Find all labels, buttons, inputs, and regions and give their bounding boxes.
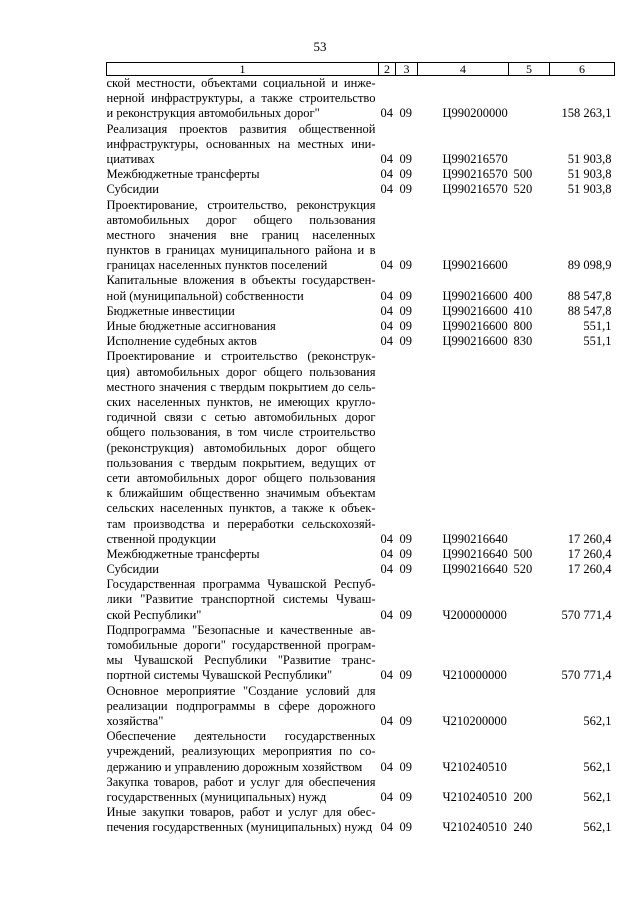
table-row xyxy=(107,775,615,805)
row-name-line: Капитальные вложения в объекты государствен- xyxy=(106,273,376,288)
amount: 562,1 xyxy=(583,820,612,835)
table-row xyxy=(107,349,615,546)
target-article: Ц990216640 xyxy=(442,562,508,577)
amount: 570 771,4 xyxy=(561,668,612,683)
section-code: 04 xyxy=(380,820,393,835)
row-name xyxy=(107,623,379,684)
row-name xyxy=(107,805,379,835)
row-name xyxy=(107,684,379,730)
target-article: Ч210240510 xyxy=(442,820,507,835)
target-article: Ц990216600 xyxy=(442,258,508,273)
table-body xyxy=(107,76,615,836)
row-name-line: Обеспечение деятельности государственных xyxy=(106,729,376,744)
amount: 17 260,4 xyxy=(567,546,612,561)
table-row xyxy=(107,182,615,197)
expense-type xyxy=(509,198,550,274)
row-name-line: сельских населенных пунктов, а также к объек- xyxy=(106,501,376,516)
row-name-line: ственной продукции xyxy=(106,531,216,546)
target-article: Ч210200000 xyxy=(442,713,507,728)
row-name-line: ция) автомобильных дорог общего пользования xyxy=(106,364,376,379)
table-row xyxy=(107,562,615,577)
section-code: 04 xyxy=(380,759,393,774)
row-name-line: Субсидии xyxy=(106,182,159,197)
row-name-line: Проектирование и строительство (реконструк- xyxy=(106,349,376,364)
row-name xyxy=(107,319,379,334)
expense-type xyxy=(509,684,550,730)
subsection-code: 09 xyxy=(399,182,412,197)
target-article: Ц990216570 xyxy=(442,151,508,166)
table-row xyxy=(107,805,615,835)
row-name-line: к ближайшим общественно значимым объектам xyxy=(106,486,376,501)
row-name-line: Реализация проектов развития общественной xyxy=(106,121,376,136)
row-name-line: пользования с твердым покрытием, ведущих от xyxy=(106,455,376,470)
target-article: Ч200000000 xyxy=(442,607,507,622)
row-name-line: томобильные дороги" государственной програм- xyxy=(106,638,376,653)
table-row xyxy=(107,334,615,349)
section-code: 04 xyxy=(380,546,393,561)
subsection-code: 09 xyxy=(399,759,412,774)
row-name-line: учреждений, реализующих мероприятия по со- xyxy=(106,744,376,759)
amount: 51 903,8 xyxy=(567,151,612,166)
expense-type xyxy=(509,577,550,623)
subsection-code: 09 xyxy=(399,562,412,577)
section-code: 04 xyxy=(380,182,393,197)
row-name xyxy=(107,775,379,805)
section-code: 04 xyxy=(380,106,393,121)
row-name-line: автомобильных дорог общего пользования xyxy=(106,212,376,227)
target-article: Ц990216600 xyxy=(442,303,508,318)
amount: 570 771,4 xyxy=(561,607,612,622)
budget-table xyxy=(106,62,615,835)
subsection-code: 09 xyxy=(399,303,412,318)
row-name-line: Государственная программа Чувашской Респуб- xyxy=(106,577,376,592)
expense-type xyxy=(509,349,550,546)
section-code: 04 xyxy=(380,607,393,622)
subsection-code: 09 xyxy=(399,789,412,804)
row-name xyxy=(107,304,379,319)
row-name-line: Межбюджетные трансферты xyxy=(106,167,260,182)
subsection-code: 09 xyxy=(399,334,412,349)
row-name-line: пунктов в границах муниципального района и в xyxy=(106,243,376,258)
row-name-line: годичной связи с сетью автомобильных дорог xyxy=(106,410,376,425)
expense-type: 500 xyxy=(513,546,533,561)
row-name-line: (реконструкция) автомобильных дорог общего xyxy=(106,440,376,455)
row-name xyxy=(107,729,379,775)
row-name-line: ной (муниципальной) собственности xyxy=(106,288,304,303)
row-name xyxy=(107,122,379,168)
row-name-line: ской Республики" xyxy=(106,607,202,622)
target-article: Ц990216600 xyxy=(442,319,508,334)
subsection-code: 09 xyxy=(399,106,412,121)
row-name xyxy=(107,577,379,623)
row-name xyxy=(107,547,379,562)
table-row xyxy=(107,198,615,274)
row-name xyxy=(107,167,379,182)
table-row xyxy=(107,547,615,562)
expense-type: 400 xyxy=(513,288,533,303)
table-row xyxy=(107,122,615,168)
expense-type xyxy=(509,729,550,775)
row-name-line: государственных (муниципальных) нужд xyxy=(106,789,327,804)
row-name xyxy=(107,182,379,197)
row-name-line: Субсидии xyxy=(106,562,159,577)
section-code: 04 xyxy=(380,303,393,318)
table-row xyxy=(107,273,615,303)
table-row xyxy=(107,76,615,122)
amount: 562,1 xyxy=(583,713,612,728)
target-article: Ч210000000 xyxy=(442,668,507,683)
row-name-line: Подпрограмма "Безопасные и качественные ав- xyxy=(106,622,376,637)
row-name-line: Межбюджетные трансферты xyxy=(106,546,260,561)
row-name-line: нерной инфраструктуры, а также строительство xyxy=(106,91,376,106)
target-article: Ч210240510 xyxy=(442,789,507,804)
amount: 51 903,8 xyxy=(567,167,612,182)
row-name-line: Основное мероприятие "Создание условий для xyxy=(106,683,376,698)
expense-type xyxy=(509,122,550,168)
row-name-line: держанию и управлению дорожным хозяйством xyxy=(106,759,363,774)
row-name-line: лики "Развитие транспортной системы Чуваш- xyxy=(106,592,376,607)
table-header-row xyxy=(107,63,615,76)
column-header-6: 6 xyxy=(550,63,615,76)
row-name xyxy=(107,334,379,349)
row-name xyxy=(107,76,379,122)
row-name-line: там производства и переработки сельскохозяй- xyxy=(106,516,376,531)
expense-type xyxy=(509,76,550,122)
row-name-line: Закупка товаров, работ и услуг для обеспечения xyxy=(106,774,376,789)
target-article: Ц990216640 xyxy=(442,531,508,546)
page-number: 53 xyxy=(313,39,327,54)
table-row xyxy=(107,684,615,730)
amount: 17 260,4 xyxy=(567,562,612,577)
row-name-line: портной системы Чувашской Республики" xyxy=(106,668,333,683)
target-article: Ц990216570 xyxy=(442,167,508,182)
amount: 51 903,8 xyxy=(567,182,612,197)
amount: 562,1 xyxy=(583,789,612,804)
row-name xyxy=(107,273,379,303)
subsection-code: 09 xyxy=(399,607,412,622)
row-name-line: циативах xyxy=(106,151,155,166)
amount: 562,1 xyxy=(583,759,612,774)
subsection-code: 09 xyxy=(399,258,412,273)
subsection-code: 09 xyxy=(399,668,412,683)
subsection-code: 09 xyxy=(399,319,412,334)
row-name-line: и реконструкция автомобильных дорог" xyxy=(106,106,320,121)
section-code: 04 xyxy=(380,288,393,303)
expense-type: 520 xyxy=(513,182,533,197)
section-code: 04 xyxy=(380,562,393,577)
amount: 551,1 xyxy=(583,319,612,334)
amount: 89 098,9 xyxy=(567,258,612,273)
subsection-code: 09 xyxy=(399,167,412,182)
row-name-line: Бюджетные инвестиции xyxy=(106,303,235,318)
expense-type: 800 xyxy=(513,319,533,334)
table-row xyxy=(107,577,615,623)
expense-type xyxy=(509,623,550,684)
subsection-code: 09 xyxy=(399,288,412,303)
amount: 551,1 xyxy=(583,334,612,349)
target-article: Ц990200000 xyxy=(442,106,508,121)
section-code: 04 xyxy=(380,531,393,546)
row-name-line: Иные закупки товаров, работ и услуг для обес- xyxy=(106,805,376,820)
target-article: Ц990216640 xyxy=(442,546,508,561)
column-header-5: 5 xyxy=(509,63,550,76)
section-code: 04 xyxy=(380,258,393,273)
table-row xyxy=(107,167,615,182)
subsection-code: 09 xyxy=(399,713,412,728)
amount: 158 263,1 xyxy=(561,106,612,121)
column-header-2: 2 xyxy=(379,63,396,76)
table-row xyxy=(107,304,615,319)
subsection-code: 09 xyxy=(399,151,412,166)
amount: 17 260,4 xyxy=(567,531,612,546)
row-name xyxy=(107,198,379,274)
row-name-line: печения государственных (муниципальных) нужд xyxy=(106,820,373,835)
row-name-line: реализации подпрограммы в сфере дорожного xyxy=(106,698,376,713)
target-article: Ц990216600 xyxy=(442,334,508,349)
row-name-line: ских населенных пунктов, не имеющих кругло- xyxy=(106,395,376,410)
amount: 88 547,8 xyxy=(567,288,612,303)
row-name-line: хозяйства" xyxy=(106,713,164,728)
expense-type: 410 xyxy=(513,303,533,318)
table-row xyxy=(107,729,615,775)
row-name-line: местного значения вне границ населенных xyxy=(106,227,376,242)
subsection-code: 09 xyxy=(399,820,412,835)
subsection-code: 09 xyxy=(399,546,412,561)
section-code: 04 xyxy=(380,319,393,334)
row-name-line: общего пользования, в том числе строительство xyxy=(106,425,376,440)
expense-type: 500 xyxy=(513,167,533,182)
section-code: 04 xyxy=(380,713,393,728)
row-name xyxy=(107,562,379,577)
row-name-line: границах населенных пунктов поселений xyxy=(106,258,328,273)
row-name-line: ской местности, объектами социальной и инже- xyxy=(106,76,376,90)
section-code: 04 xyxy=(380,789,393,804)
section-code: 04 xyxy=(380,668,393,683)
table-row xyxy=(107,319,615,334)
row-name-line: инфраструктуры, основанных на местных ини- xyxy=(106,136,376,151)
target-article: Ц990216600 xyxy=(442,288,508,303)
target-article: Ц990216570 xyxy=(442,182,508,197)
section-code: 04 xyxy=(380,334,393,349)
section-code: 04 xyxy=(380,167,393,182)
column-header-3: 3 xyxy=(396,63,418,76)
expense-type: 240 xyxy=(513,820,533,835)
table-row xyxy=(107,623,615,684)
expense-type: 830 xyxy=(513,334,533,349)
row-name-line: мы Чувашской Республики "Развитие транс- xyxy=(106,653,376,668)
row-name-line: Исполнение судебных актов xyxy=(106,334,257,349)
column-header-1: 1 xyxy=(107,63,379,76)
target-article: Ч210240510 xyxy=(442,759,507,774)
row-name xyxy=(107,349,379,546)
expense-type: 520 xyxy=(513,562,533,577)
row-name-line: Проектирование, строительство, реконструкция xyxy=(106,197,376,212)
row-name-line: сети автомобильных дорог общего пользования xyxy=(106,470,376,485)
row-name-line: местного значения с твердым покрытием до сель- xyxy=(106,379,376,394)
expense-type: 200 xyxy=(513,789,533,804)
row-name-line: Иные бюджетные ассигнования xyxy=(106,319,276,334)
column-header-4: 4 xyxy=(418,63,509,76)
amount: 88 547,8 xyxy=(567,303,612,318)
subsection-code: 09 xyxy=(399,531,412,546)
section-code: 04 xyxy=(380,151,393,166)
